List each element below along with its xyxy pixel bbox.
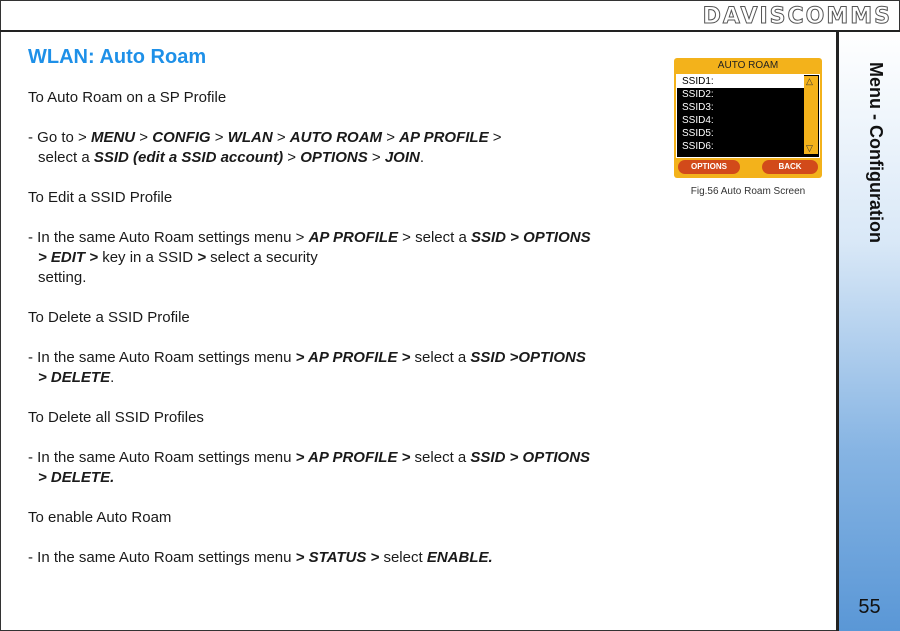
main-content	[28, 44, 668, 568]
instruction-line: - In the same Auto Roam settings menu > STATUS > select ENABLE.	[28, 549, 493, 566]
sidebar-title-wrap	[839, 32, 900, 292]
instruction-line: - In the same Auto Roam settings menu > AP PROFILE > select a SSID >OPTIONS	[28, 349, 586, 366]
sidebar-title: Menu - Configuration	[866, 62, 886, 243]
back-button: BACK	[762, 160, 818, 174]
section-intro: To Auto Roam on a SP Profile	[28, 89, 227, 106]
section-intro: To Delete a SSID Profile	[28, 309, 190, 326]
page-title: WLAN: Auto Roam	[28, 46, 207, 68]
section-intro: To enable Auto Roam	[28, 509, 172, 526]
ssid-list	[676, 74, 820, 158]
instruction-line: select a SSID (edit a SSID account) > OPTIONS > JOIN.	[38, 149, 424, 166]
page-number: 55	[858, 596, 881, 618]
screen-title: AUTO ROAM	[717, 60, 779, 71]
ssid-list-item: SSID2:	[682, 89, 714, 100]
instruction-line: - In the same Auto Roam settings menu > AP PROFILE > select a SSID > OPTIONS	[28, 449, 591, 466]
ssid-list-item: SSID6:	[682, 141, 714, 152]
instruction-line: - In the same Auto Roam settings menu > AP PROFILE > select a SSID > OPTIONS	[28, 229, 591, 246]
options-button: OPTIONS	[678, 160, 740, 174]
figure-caption: Fig.56 Auto Roam Screen	[690, 186, 806, 197]
instruction-line: > EDIT > key in a SSID > select a security	[38, 249, 318, 266]
scroll-down-icon: ▽	[806, 143, 813, 153]
section-intro: To Edit a SSID Profile	[28, 189, 173, 206]
scroll-up-icon: △	[806, 76, 813, 86]
instruction-line: setting.	[38, 269, 87, 286]
instruction-line: - Go to > MENU > CONFIG > WLAN > AUTO ROAM > AP PROFILE >	[28, 129, 502, 146]
ssid-list-item: SSID1:	[677, 75, 804, 88]
scrollbar	[804, 76, 818, 154]
brand-logo: DAVISCOMMS	[702, 4, 892, 29]
auto-roam-screen-figure	[674, 58, 822, 178]
ssid-list-item: SSID5:	[682, 128, 714, 139]
instruction-line: > DELETE.	[38, 369, 115, 386]
header-rule	[0, 30, 900, 32]
section-intro: To Delete all SSID Profiles	[28, 409, 204, 426]
ssid-list-item: SSID4:	[682, 115, 714, 126]
ssid-list-item: SSID3:	[682, 102, 714, 113]
instruction-line: > DELETE.	[38, 469, 115, 486]
